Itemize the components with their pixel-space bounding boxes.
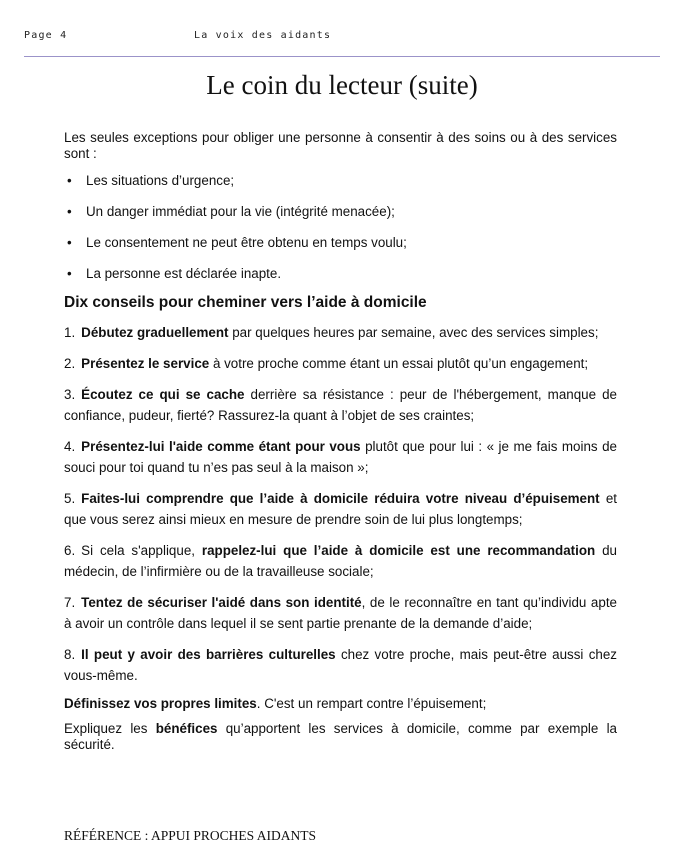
section-subtitle: Dix conseils pour cheminer vers l’aide à domicile: [64, 294, 427, 311]
bullet-icon: •: [67, 235, 72, 250]
tip-item: 3. Écoutez ce qui se cache derrière sa résistance : peur de l'hébergement, manque de confiance, pudeur, fierté? Rassurez-la quant à l’objet de ses craintes;: [64, 387, 617, 423]
list-item: • La personne est déclarée inapte.: [67, 266, 282, 281]
limits-paragraph: Définissez vos propres limites. C'est un rempart contre l’épuisement;: [64, 696, 487, 711]
bullet-icon: •: [67, 204, 72, 219]
bullet-icon: •: [67, 173, 72, 188]
tip-item: 1. Débutez graduellement par quelques heures par semaine, avec des services simples;: [64, 325, 599, 340]
tip-item: 2. Présentez le service à votre proche comme étant un essai plutôt qu’un engagement;: [64, 356, 589, 371]
article-body: [64, 130, 617, 762]
tip-item: 4. Présentez-lui l'aide comme étant pour vous plutôt que pour lui : « je me fais moins de souci pour toi quand tu n’es pas seul à la maison »;: [64, 439, 617, 475]
list-item: • Le consentement ne peut être obtenu en temps voulu;: [67, 235, 407, 250]
tip-item: 6. Si cela s'applique, rappelez-lui que l’aide à domicile est une recommandation du médecin, de l’infirmière ou de la travailleuse sociale;: [64, 543, 617, 579]
bullet-icon: •: [67, 266, 72, 281]
intro-paragraph: Les seules exceptions pour obliger une personne à consentir à des soins ou à des services sont :: [64, 130, 617, 161]
list-item: • Un danger immédiat pour la vie (intégrité menacée);: [67, 204, 395, 219]
tip-item: 7. Tentez de sécuriser l'aidé dans son identité, de le reconnaître en tant qu’individu apte à avoir un contrôle dans lequel il se sent partie prenante de la demande d’aide;: [64, 595, 617, 631]
tip-item: 5. Faites-lui comprendre que l’aide à domicile réduira votre niveau d’épuisement et que vous serez ainsi mieux en mesure de prendre soin de lui plus longtemps;: [64, 491, 618, 527]
tip-item: 8. Il peut y avoir des barrières culturelles chez votre proche, mais peut-être aussi chez vous-même.: [64, 647, 617, 683]
exceptions-list: [64, 173, 617, 282]
benefits-paragraph: Expliquez les bénéfices qu’apportent les services à domicile, comme par exemple la sécurité.: [64, 721, 617, 752]
reference-note: RÉFÉRENCE : APPUI PROCHES AIDANTS: [64, 828, 317, 843]
page-number: Page 4: [24, 30, 68, 41]
publication-name: La voix des aidants: [194, 30, 332, 41]
page-title: Le coin du lecteur (suite): [206, 70, 478, 100]
list-item: • Les situations d’urgence;: [67, 173, 235, 188]
header-divider: [24, 56, 660, 57]
page-header: [24, 30, 676, 50]
